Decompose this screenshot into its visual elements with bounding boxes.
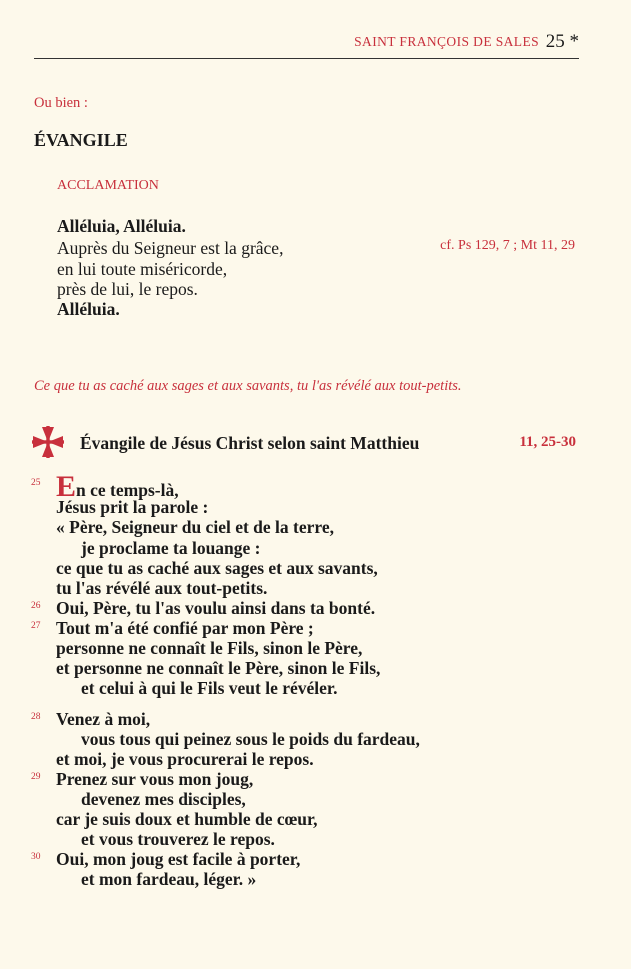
ou-bien-label: Ou bien : xyxy=(34,95,88,111)
gospel-line: Venez à moi, xyxy=(56,709,151,729)
gospel-line: et mon fardeau, léger. » xyxy=(81,869,257,889)
header-rule xyxy=(34,58,579,59)
acclamation-line: Auprès du Seigneur est la grâce, xyxy=(57,238,284,258)
acclamation-line: près de lui, le repos. xyxy=(57,279,198,299)
verse-number: 26 xyxy=(31,601,41,611)
drop-cap: E xyxy=(56,470,77,503)
gospel-line: personne ne connaît le Fils, sinon le Père, xyxy=(56,638,363,658)
section-title: ÉVANGILE xyxy=(34,130,128,150)
gospel-line: vous tous qui peinez sous le poids du fardeau, xyxy=(81,729,420,749)
antiphon: Ce que tu as caché aux sages et aux savants, tu l'as révélé aux tout-petits. xyxy=(34,378,462,394)
gospel-line: Oui, Père, tu l'as voulu ainsi dans ta bonté. xyxy=(56,598,376,618)
gospel-line: « Père, Seigneur du ciel et de la terre, xyxy=(56,517,334,537)
gospel-line: je proclame ta louange : xyxy=(81,538,261,558)
verse-number: 30 xyxy=(31,852,41,862)
gospel-line: ce que tu as caché aux sages et aux savants, xyxy=(56,558,378,578)
running-head: SAINT FRANÇOIS DE SALES xyxy=(354,34,539,49)
acclamation-reference: cf. Ps 129, 7 ; Mt 11, 29 xyxy=(440,238,575,253)
acclamation-line: Alléluia. xyxy=(57,299,120,319)
gospel-line-text: n ce temps-là, xyxy=(76,480,179,500)
gospel-line: devenez mes disciples, xyxy=(81,789,246,809)
page-number: 25 * xyxy=(545,31,579,52)
gospel-line: et personne ne connaît le Père, sinon le Fils, xyxy=(56,658,381,678)
gospel-line: tu l'as révélé aux tout-petits. xyxy=(56,578,268,598)
gospel-line: et moi, je vous procurerai le repos. xyxy=(56,749,314,769)
gospel-reference: 11, 25-30 xyxy=(519,434,576,450)
acclamation-line: en lui toute miséricorde, xyxy=(57,259,228,279)
verse-number: 28 xyxy=(31,712,41,722)
gospel-line: et vous trouverez le repos. xyxy=(81,829,275,849)
verse-number: 27 xyxy=(31,621,41,631)
verse-number: 29 xyxy=(31,772,41,782)
gospel-line: Jésus prit la parole : xyxy=(56,497,209,517)
gospel-title: Évangile de Jésus Christ selon saint Matthieu xyxy=(80,433,420,453)
gospel-line: car je suis doux et humble de cœur, xyxy=(56,809,318,829)
gospel-line: Oui, mon joug est facile à porter, xyxy=(56,849,301,869)
gospel-line: Tout m'a été confié par mon Père ; xyxy=(56,618,314,638)
gospel-line: et celui à qui le Fils veut le révéler. xyxy=(81,678,338,698)
verse-number: 25 xyxy=(31,478,41,488)
maltese-cross-icon xyxy=(31,425,65,459)
gospel-line: Prenez sur vous mon joug, xyxy=(56,769,254,789)
acclamation-label: ACCLAMATION xyxy=(57,178,159,193)
acclamation-line: Alléluia, Alléluia. xyxy=(57,216,186,236)
